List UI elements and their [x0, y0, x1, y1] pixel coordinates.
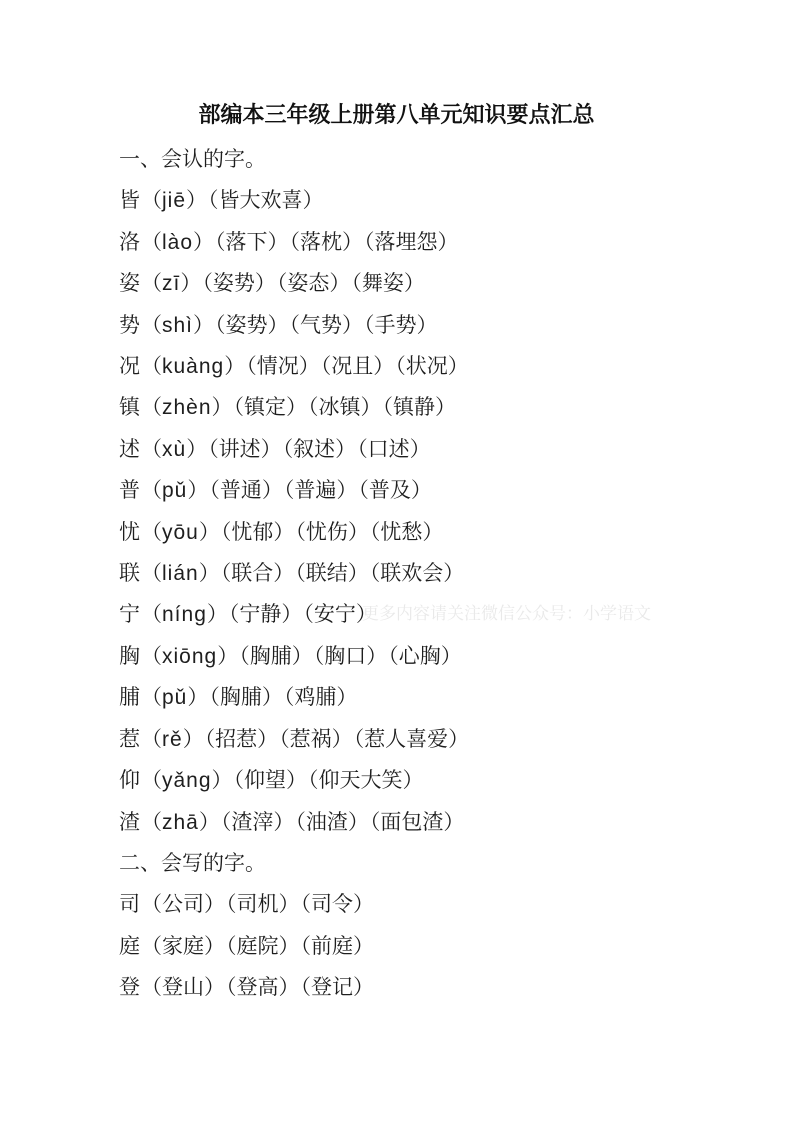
entry-character: 脯 [119, 686, 140, 710]
entry-word-group: （联结） [295, 562, 369, 586]
list-item [119, 263, 733, 304]
entry-word-group: （家庭） [141, 934, 225, 958]
list-item [119, 553, 733, 594]
entry-pinyin-group: （jiē） [141, 189, 208, 213]
entry-pinyin: yōu [162, 520, 199, 544]
list-item [119, 346, 733, 387]
entry-word-group: （忧郁） [220, 520, 295, 544]
entry-pinyin: shì [162, 313, 194, 337]
entry-word-group: （司令） [300, 893, 374, 917]
list-item [119, 636, 733, 677]
entry-character: 仰 [119, 769, 140, 793]
entry-character: 姿 [119, 272, 140, 296]
entry-pinyin: zhèn [162, 396, 212, 420]
entry-word-group: （胸口） [313, 644, 388, 668]
entry-character: 述 [119, 437, 140, 461]
entry-word-group: （心胸） [388, 644, 462, 668]
entry-word-group: （气势） [289, 313, 364, 337]
entry-pinyin: xiōng [162, 644, 218, 668]
entry-pinyin-group: （pǔ） [141, 686, 209, 710]
entry-word-group: （登记） [300, 976, 374, 1000]
entry-pinyin-group: （yǎng） [141, 769, 233, 793]
section-heading: 一、会认的字。 [119, 148, 266, 171]
entry-pinyin: lào [162, 230, 194, 254]
entry-word-group: （情况） [246, 355, 320, 379]
entry-word-group: （联合） [220, 562, 295, 586]
entry-pinyin: níng [162, 603, 207, 627]
entry-character: 镇 [119, 396, 140, 420]
entry-character: 庭 [119, 934, 140, 958]
entry-word-group: （登山） [141, 976, 225, 1000]
entry-word-group: （胸脯） [239, 644, 313, 668]
watermark: 更多内容请关注微信公众号：小学语文 [362, 604, 651, 623]
entry-word-group: （镇定） [233, 396, 308, 420]
entry-word-group: （姿势） [202, 272, 276, 296]
entry-word-group: （登高） [226, 976, 300, 1000]
entry-word-group: （公司） [141, 893, 225, 917]
list-item [119, 387, 733, 428]
entry-word-group: （手势） [364, 313, 438, 337]
section-heading: 二、会写的字。 [119, 851, 266, 875]
entry-pinyin: pǔ [162, 686, 188, 710]
list-item [119, 760, 733, 801]
entry-pinyin-group: （yōu） [141, 520, 220, 544]
entry-character: 惹 [119, 727, 140, 751]
entry-word-group: （前庭） [300, 934, 374, 958]
entry-word-group: （口述） [357, 437, 431, 461]
entry-character: 渣 [119, 810, 140, 834]
entry-word-group: （普遍） [283, 479, 358, 503]
entry-word-group: （叙述） [282, 437, 357, 461]
entry-pinyin-group: （zhèn） [141, 396, 233, 420]
list-item [119, 967, 733, 1008]
entry-word-group: （仰望） [233, 769, 308, 793]
entry-character: 洛 [119, 230, 140, 254]
entry-character: 登 [119, 976, 140, 1000]
entry-word-group: （宁静） [228, 603, 303, 627]
entry-word-group: （胸脯） [209, 686, 283, 710]
entry-pinyin-group: （lián） [141, 562, 220, 586]
list-item [119, 719, 733, 760]
entry-character: 势 [119, 313, 140, 337]
entry-word-group: （鸡脯） [283, 686, 358, 710]
entry-word-group: （司机） [226, 893, 300, 917]
entry-character: 忧 [119, 520, 140, 544]
entry-word-group: （落下） [215, 230, 289, 254]
entry-pinyin-group: （pǔ） [141, 479, 209, 503]
entry-pinyin: zhā [162, 810, 199, 834]
entry-word-group: （皆大欢喜） [208, 189, 324, 213]
entry-word-group: （姿态） [276, 272, 351, 296]
entry-character: 宁 [119, 603, 140, 627]
list-item [119, 926, 733, 967]
list-item [119, 429, 733, 470]
entry-pinyin: kuàng [162, 355, 225, 379]
entry-pinyin-group: （rě） [141, 727, 204, 751]
entry-word-group: （讲述） [208, 437, 282, 461]
list-item [119, 180, 733, 221]
entry-word-group: （招惹） [204, 727, 279, 751]
entry-word-group: （庭院） [226, 934, 300, 958]
entry-word-group: （落埋怨） [364, 230, 459, 254]
entry-word-group: （舞姿） [351, 272, 425, 296]
entry-word-group: （普及） [358, 479, 432, 503]
entry-pinyin-group: （níng） [141, 603, 228, 627]
entry-pinyin: rě [162, 727, 183, 751]
entry-word-group: （安宁） [303, 603, 377, 627]
entry-pinyin: zī [162, 272, 181, 296]
list-item [119, 594, 733, 635]
entry-pinyin-group: （xù） [141, 437, 208, 461]
entry-word-group: （普通） [209, 479, 283, 503]
list-item [119, 222, 733, 263]
entry-pinyin-group: （lào） [141, 230, 215, 254]
list-item [119, 884, 733, 925]
entry-word-group: （面包渣） [369, 810, 465, 834]
entry-character: 联 [119, 562, 140, 586]
entry-word-group: （冰镇） [308, 396, 382, 420]
entry-pinyin-group: （zhā） [141, 810, 220, 834]
entry-character: 况 [119, 355, 140, 379]
entry-word-group: （姿势） [215, 313, 289, 337]
entry-pinyin: lián [162, 562, 199, 586]
entry-word-group: （况且） [320, 355, 395, 379]
document-body [119, 139, 733, 1009]
entry-word-group: （联欢会） [369, 562, 465, 586]
list-item [119, 470, 733, 511]
entry-pinyin-group: （zī） [141, 272, 202, 296]
entry-character: 皆 [119, 189, 140, 213]
list-item [119, 677, 733, 718]
page-title: 部编本三年级上册第八单元知识要点汇总 [198, 102, 595, 127]
entry-character: 普 [119, 479, 140, 503]
list-item [119, 802, 733, 843]
entry-pinyin: xù [162, 437, 187, 461]
entry-pinyin-group: （xiōng） [141, 644, 239, 668]
entry-word-group: （惹祸） [279, 727, 353, 751]
entry-word-group: （忧愁） [369, 520, 444, 544]
entry-character: 司 [119, 893, 140, 917]
entry-word-group: （渣滓） [220, 810, 295, 834]
entry-word-group: （忧伤） [295, 520, 369, 544]
entry-pinyin: pǔ [162, 479, 188, 503]
entry-word-group: （状况） [395, 355, 469, 379]
entry-pinyin: jiē [162, 189, 187, 213]
entry-word-group: （惹人喜爱） [353, 727, 470, 751]
entry-word-group: （镇静） [382, 396, 457, 420]
entry-pinyin-group: （shì） [141, 313, 215, 337]
entry-character: 胸 [119, 644, 140, 668]
entry-word-group: （落枕） [289, 230, 364, 254]
entry-pinyin-group: （kuàng） [141, 355, 246, 379]
entry-pinyin: yǎng [162, 769, 212, 793]
list-item [119, 512, 733, 553]
entry-word-group: （仰天大笑） [308, 769, 424, 793]
entry-word-group: （油渣） [295, 810, 369, 834]
list-item [119, 305, 733, 346]
